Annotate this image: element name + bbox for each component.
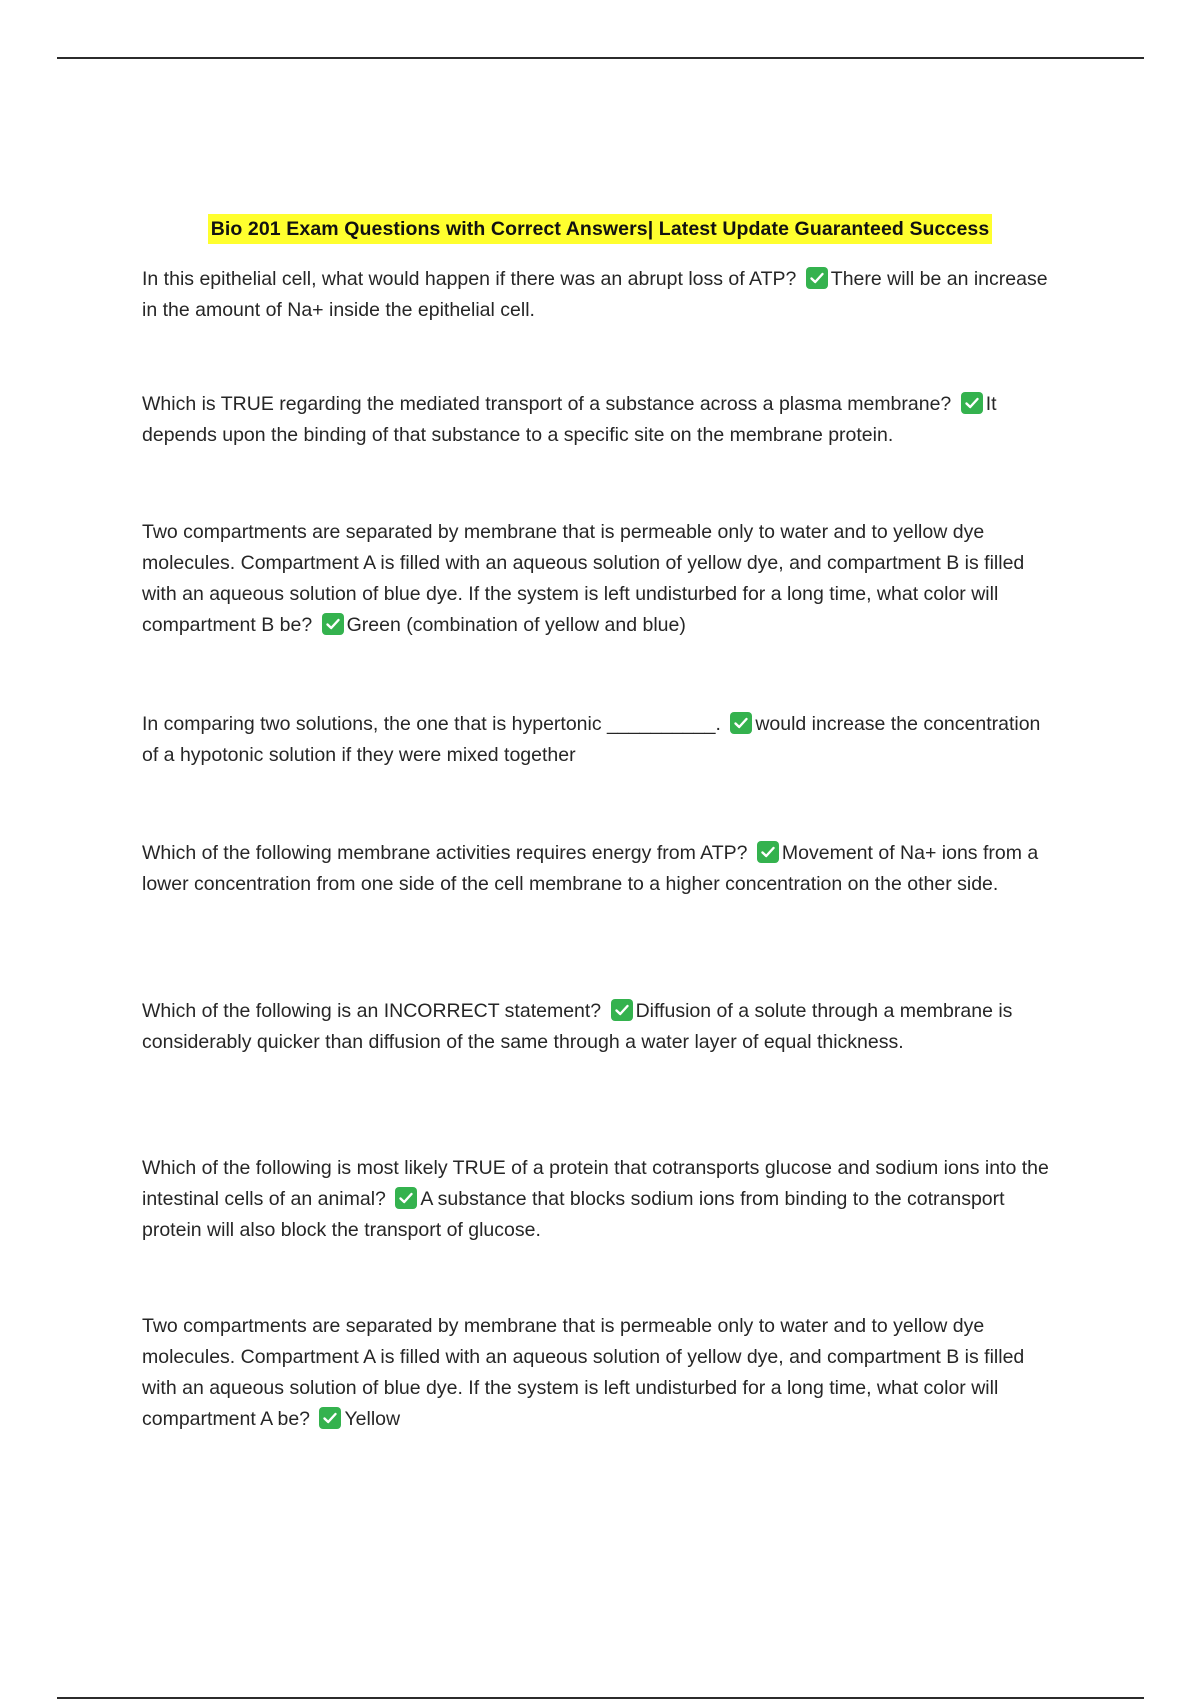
- check-mark-icon: [319, 1407, 341, 1429]
- qa-item-1: [142, 264, 1062, 326]
- question-text: Which of the following is most likely TRUE of a protein that cotransports glucose and sodium ions into the intestinal cells of an animal?: [142, 1157, 1049, 1210]
- check-mark-icon: [757, 841, 779, 863]
- check-mark-icon: [961, 392, 983, 414]
- answer-text: would increase the concentration of a hypotonic solution if they were mixed together: [142, 713, 1041, 766]
- question-text: Which is TRUE regarding the mediated transport of a substance across a plasma membrane?: [142, 393, 952, 415]
- bottom-divider: [57, 1697, 1144, 1699]
- answer-text: It depends upon the binding of that substance to a specific site on the membrane protein.: [142, 393, 997, 446]
- answer-text: Movement of Na+ ions from a lower concentration from one side of the cell membrane to a higher concentration on the other side.: [142, 842, 1039, 895]
- qa-item-8: [142, 1311, 1062, 1435]
- top-divider: [57, 57, 1144, 59]
- qa-item-6: [142, 996, 1062, 1058]
- answer-text: Diffusion of a solute through a membrane is considerably quicker than diffusion of the same through a water layer of equal thickness.: [142, 1000, 1013, 1053]
- question-text: In this epithelial cell, what would happen if there was an abrupt loss of ATP?: [142, 268, 797, 290]
- qa-item-2: [142, 389, 1062, 451]
- check-mark-icon: [395, 1187, 417, 1209]
- check-mark-icon: [322, 613, 344, 635]
- question-text: Which of the following membrane activities requires energy from ATP?: [142, 842, 748, 864]
- question-text: Two compartments are separated by membrane that is permeable only to water and to yellow dye molecules. Compartment A is filled with an aqueous solution of yellow dye, and compartment B is filled with an aqueous solution of blue dye. If the system is left undisturbed for a long time, what color will compartment A be?: [142, 1315, 1025, 1430]
- question-text: Two compartments are separated by membrane that is permeable only to water and to yellow dye molecules. Compartment A is filled with an aqueous solution of yellow dye, and compartment B is filled with an aqueous solution of blue dye. If the system is left undisturbed for a long time, what color will compartment B be?: [142, 521, 1025, 636]
- qa-item-4: [142, 709, 1062, 771]
- qa-item-7: [142, 1153, 1062, 1246]
- qa-item-3: [142, 517, 1062, 641]
- question-text: In comparing two solutions, the one that is hypertonic __________.: [142, 713, 721, 735]
- answer-text: Yellow: [344, 1408, 401, 1430]
- title-container: [0, 214, 1200, 244]
- question-text: Which of the following is an INCORRECT statement?: [142, 1000, 602, 1022]
- answer-text: A substance that blocks sodium ions from binding to the cotransport protein will also block the transport of glucose.: [142, 1188, 1005, 1241]
- check-mark-icon: [806, 267, 828, 289]
- page-title: Bio 201 Exam Questions with Correct Answers| Latest Update Guaranteed Success: [208, 214, 993, 244]
- answer-text: Green (combination of yellow and blue): [346, 614, 686, 636]
- check-mark-icon: [611, 999, 633, 1021]
- answer-text: There will be an increase in the amount of Na+ inside the epithelial cell.: [142, 268, 1048, 321]
- qa-item-5: [142, 838, 1062, 900]
- check-mark-icon: [730, 712, 752, 734]
